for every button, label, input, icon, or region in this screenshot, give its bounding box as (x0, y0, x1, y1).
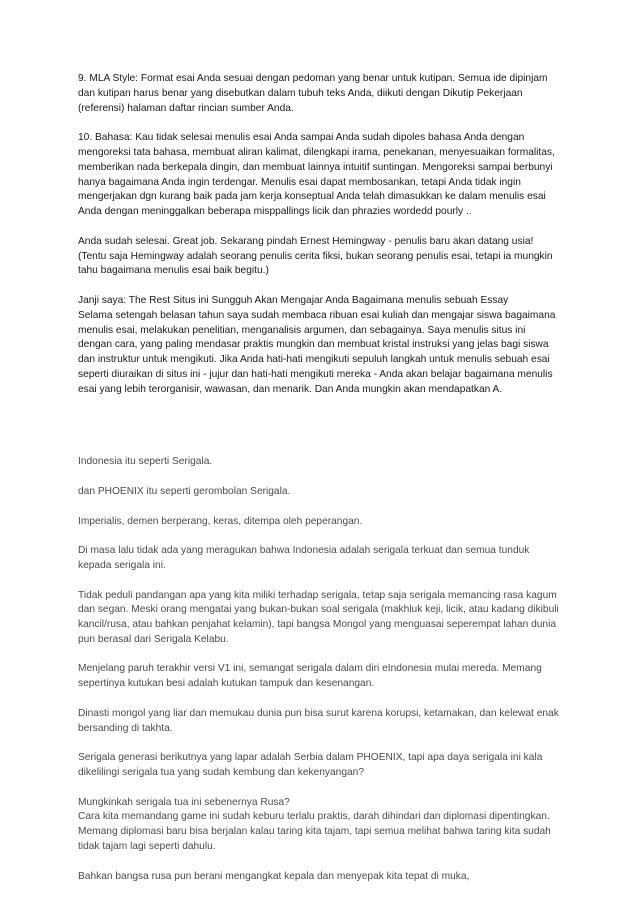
mla-style-paragraph: 9. MLA Style: Format esai Anda sesuai dengan pedoman yang benar untuk kutipan. Semua ide dipinjam dan kutipan harus benar yang disebutkan dalam tubuh teks Anda, diikuti dengan Dikutip Pekerjaan (referensi) halaman daftar rincian sumber Anda. (78, 73, 548, 114)
last-paragraph: Bahkan bangsa rusa pun berani mengangkat kepala dan menyepak kita tepat di muka, (78, 870, 470, 882)
russia-question: Mungkinkah serigala tua ini sebenernya Rusa? (78, 796, 290, 808)
language-paragraph: 10. Bahasa: Kau tidak selesai menulis esai Anda sampai Anda sudah dipoles bahasa Anda dengan mengoreksi tata bahasa, membuat aliran kalimat, dilengkapi irama, penekanan, menyesuaikan formalitas, memberikan nada berkepala dingin, dan membuat lainnya intuitif suntingan. Mengoreksi sampai berbunyi hanya bagaimana Anda ingin terdengar. Menulis esai dapat membosankan, tetapi Anda tidak ingin mengerjakan dgn kurang baik pada jam kerja konseptual Anda telah dimasukkan ke dalam menulis esai Anda dengan meninggalkan beberapa misppallings licik dan phrazies wordedd pourly .. (78, 132, 555, 218)
russia-paragraph (78, 796, 562, 855)
wolf-essay-section (78, 455, 562, 884)
russia-body: Cara kita memandang game ini sudah keburu terlalu praktis, darah dihindari dan diplomasi dipentingkan. Memang diplomasi baru bisa berjalan kalau taring kita tajam, tapi semua melihat bahwa taring kita sudah tidak tajam lagi seperti dahulu. (78, 811, 551, 853)
wolf-paragraph-6: Menjelang paruh terakhir versi V1 ini, semangat serigala dalam diri eIndonesia mulai mereda. Memang sepertinya kutukan besi adalah kutukan tampuk dan kesenangan. (78, 663, 542, 690)
wolf-paragraph-2: dan PHOENIX itu seperti gerombolan Serigala. (78, 485, 291, 497)
promise-title: Janji saya: The Rest Situs ini Sungguh Akan Mengajar Anda Bagaimana menulis sebuah Essay (78, 294, 509, 306)
wolf-paragraph-7: Dinasti mongol yang liar dan memukau dunia pun bisa surut karena korupsi, ketamakan, dan kelewat enak bersanding di takhta. (78, 707, 559, 734)
document-page (78, 72, 562, 899)
section-gap (78, 412, 562, 455)
essay-tips-section (78, 72, 562, 398)
promise-paragraph (78, 294, 562, 398)
wolf-paragraph-5: Tidak peduli pandangan apa yang kita miliki terhadap serigala, tetap saja serigala memancing rasa kagum dan segan. Meski orang mengatai yang bukan-bukan soal serigala (makhluk keji, licik, atau kadang dikibuli kancil/rusa, atau bahkan penjahat kelamin), tapi bangsa Mongol yang menguasai seperempat lahan dunia pun berasal dari Serigala Kelabu. (78, 589, 559, 645)
wolf-paragraph-3: Imperialis, demen berperang, keras, ditempa oleh peperangan. (78, 515, 363, 527)
promise-body: Selama setengah belasan tahun saya sudah membaca ribuan esai kuliah dan mengajar siswa bagaimana menulis esai, melakukan penelitian, menganalisis argumen, dan sebagainya. Saya menulis situs ini dengan cara, yang paling mendasar praktis mungkin dan membuat kristal instruksi yang jelas bagi siswa dan instruktur untuk mengikuti. Jika Anda hati-hati mengikuti sepuluh langkah untuk menulis sebuah esai seperti diuraikan di situs ini - jujur dan hati-hati mengikuti mereka - Anda akan belajar bagaimana menulis esai yang lebih terorganisir, wawasan, dan menarik. Dan Anda mungkin akan mendapatkan A. (78, 309, 556, 395)
finished-paragraph: Anda sudah selesai. Great job. Sekarang pindah Ernest Hemingway - penulis baru akan datang usia! (Tentu saja Hemingway adalah seorang penulis cerita fiksi, bukan seorang penulis esai, tetapi ia mungkin tahu bagaimana menulis esai baik begitu.) (78, 235, 553, 277)
wolf-paragraph-8: Serigala generasi berikutnya yang lapar adalah Serbia dalam PHOENIX, tapi apa daya serigala ini kala dikelilingi serigala tua yang sudah kembung dan kekenyangan? (78, 752, 543, 779)
wolf-paragraph-4: Di masa lalu tidak ada yang meragukan bahwa Indonesia adalah serigala terkuat dan semua tunduk kepada serigala ini. (78, 545, 530, 571)
wolf-paragraph-1: Indonesia itu seperti Serigala. (78, 456, 213, 468)
